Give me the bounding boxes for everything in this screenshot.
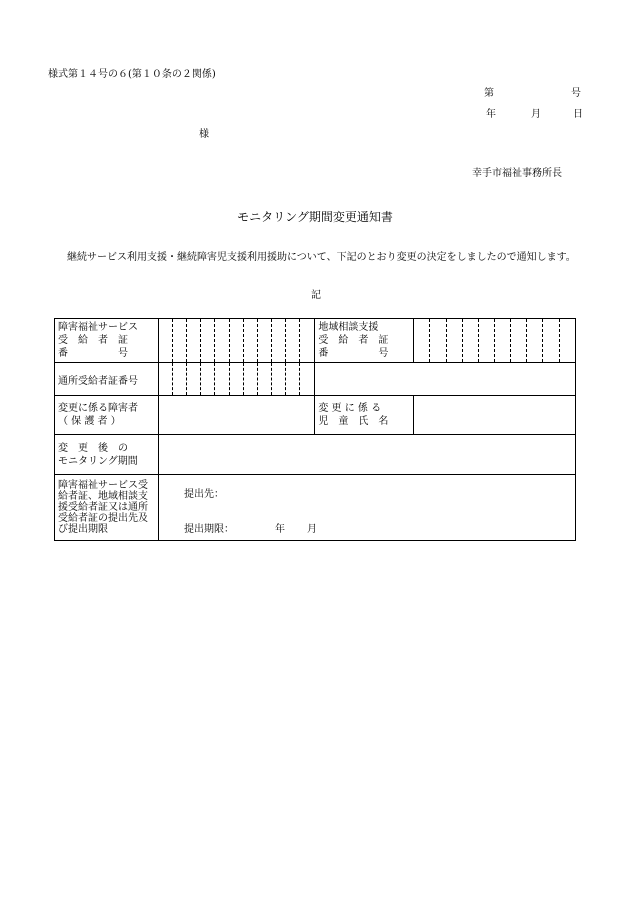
digit-cell[interactable] [243, 363, 257, 396]
digit-cell[interactable] [286, 319, 300, 363]
notice-form-table [54, 318, 576, 541]
digit-cell[interactable] [201, 363, 215, 396]
label-line: 給者証、地域相談支 [58, 491, 148, 502]
row-day-service-cert-number [55, 363, 576, 396]
date-day: 日 [573, 109, 583, 120]
label-line: 変更に係る障害者 [58, 403, 138, 414]
monitoring-period-field[interactable] [158, 435, 575, 475]
row-service-certificate-numbers [55, 319, 576, 363]
digit-cell[interactable] [215, 319, 229, 363]
blank-area [315, 363, 576, 396]
submission-deadline-label: 提出期限： [183, 524, 234, 535]
label-line: 受 給 者 証 [318, 335, 389, 346]
label-line: 番 号 [318, 348, 389, 359]
label-submission-destination-deadline [55, 475, 159, 541]
digit-cell[interactable] [286, 363, 300, 396]
label-line: （ 保 護 者 ） [58, 416, 121, 427]
date-year: 年 [486, 109, 496, 120]
label-line: 変 更 に 係 る [318, 403, 382, 414]
digit-cell[interactable] [300, 363, 315, 396]
digit-cell[interactable] [187, 319, 201, 363]
digit-cell[interactable] [414, 319, 430, 363]
digit-cell[interactable] [243, 319, 257, 363]
label-disability-welfare-cert-number [55, 319, 159, 363]
label-line: 援受給者証又は通所 [58, 502, 148, 513]
label-line: 地域相談支援 [318, 322, 379, 333]
digit-cell[interactable] [229, 319, 243, 363]
digit-cell[interactable] [478, 319, 494, 363]
deadline-month: 月 [306, 524, 317, 535]
label-line: 障害福祉サービス受 [58, 480, 148, 491]
digit-cell[interactable] [462, 319, 478, 363]
digit-cell[interactable] [559, 319, 575, 363]
row-person-names [55, 396, 576, 435]
digit-cell[interactable] [173, 363, 187, 396]
label-affected-child-name [315, 396, 414, 435]
digit-cell[interactable] [257, 363, 271, 396]
label-line: 障害福祉サービス [58, 322, 138, 333]
label-line: モニタリング期間 [58, 455, 138, 467]
row-submission [55, 475, 576, 541]
label-community-support-cert-number [315, 319, 414, 363]
sender-name: 幸手市福祉事務所長 [472, 168, 562, 179]
digit-cell[interactable] [430, 319, 446, 363]
digit-cell[interactable] [300, 319, 315, 363]
digit-cell[interactable] [187, 363, 201, 396]
body-text-content: 継続サービス利用支援・継続障害児支援利用援助について、下記のとおり変更の決定をしましたので通知します。 [67, 252, 576, 263]
deadline-year: 年 [274, 524, 285, 535]
label-line: 児 童 氏 名 [318, 416, 389, 427]
digit-cell[interactable] [257, 319, 271, 363]
addressee-suffix: 様 [199, 129, 209, 140]
digit-cell[interactable] [158, 319, 172, 363]
form-number: 様式第１４号の６(第１０条の２関係) [48, 69, 216, 80]
submission-destination-label: 提出先： [183, 489, 224, 500]
digit-cell[interactable] [201, 319, 215, 363]
body-text [57, 250, 585, 266]
digit-cell[interactable] [158, 363, 172, 396]
digit-cell[interactable] [495, 319, 511, 363]
date-month: 月 [531, 109, 541, 120]
label-line: 受 給 者 証 [58, 335, 128, 346]
affected-person-field[interactable] [158, 396, 314, 435]
ki-label: 記 [311, 290, 321, 301]
digit-cell[interactable] [543, 319, 559, 363]
submission-field[interactable] [158, 475, 575, 541]
label-line: 変 更 後 の [58, 442, 128, 454]
digit-cell[interactable] [511, 319, 527, 363]
doc-no-suffix: 号 [571, 88, 581, 99]
digit-cell[interactable] [271, 363, 285, 396]
digit-cell[interactable] [215, 363, 229, 396]
digit-cell[interactable] [446, 319, 462, 363]
label-line: 番 号 [58, 348, 128, 359]
digit-cell[interactable] [271, 319, 285, 363]
label-day-service-cert-number: 通所受給者証番号 [55, 363, 159, 396]
digit-cell[interactable] [173, 319, 187, 363]
label-new-monitoring-period [55, 435, 159, 475]
row-monitoring-period [55, 435, 576, 475]
doc-no-prefix: 第 [484, 88, 494, 99]
document-title: モニタリング期間変更通知書 [237, 210, 393, 224]
label-line: 受給者証の提出先及 [58, 513, 148, 524]
label-line: び提出期限 [58, 524, 108, 535]
affected-child-name-field[interactable] [414, 396, 576, 435]
digit-cell[interactable] [229, 363, 243, 396]
label-affected-person [55, 396, 159, 435]
digit-cell[interactable] [527, 319, 543, 363]
